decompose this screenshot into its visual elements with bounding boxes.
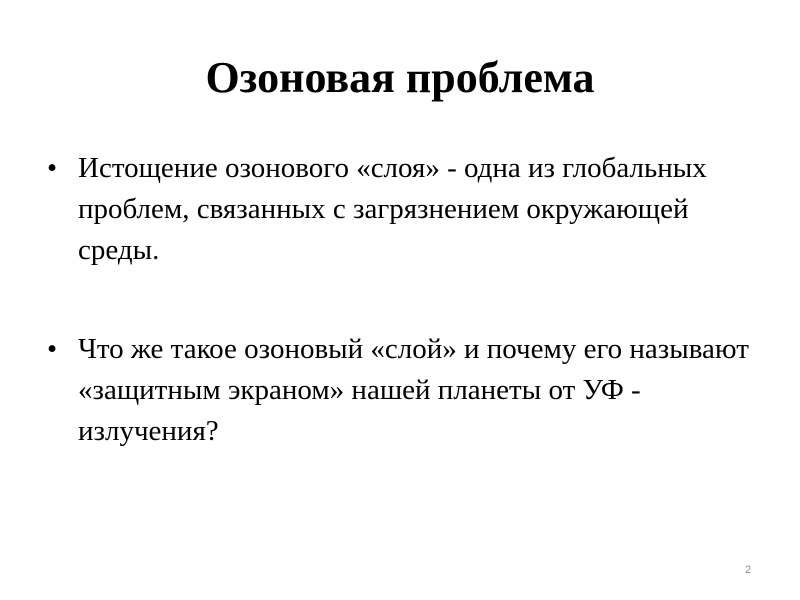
bullet-list xyxy=(47,148,767,452)
slide-title: Озоновая проблема xyxy=(205,53,595,102)
slide-number: 2 xyxy=(744,564,752,576)
bullet-text: Истощение озонового «слоя» - одна из глобальных проблем, связанных с загрязнением окружающей среды. xyxy=(78,152,707,266)
bullet-icon: • xyxy=(47,152,58,184)
bullet-text: Что же такое озоновый «слой» и почему его называют «защитным экраном» нашей планеты от УФ - излучения? xyxy=(78,333,749,447)
bullet-icon: • xyxy=(47,333,58,365)
bullet-item xyxy=(47,148,767,271)
bullet-item xyxy=(47,329,767,452)
